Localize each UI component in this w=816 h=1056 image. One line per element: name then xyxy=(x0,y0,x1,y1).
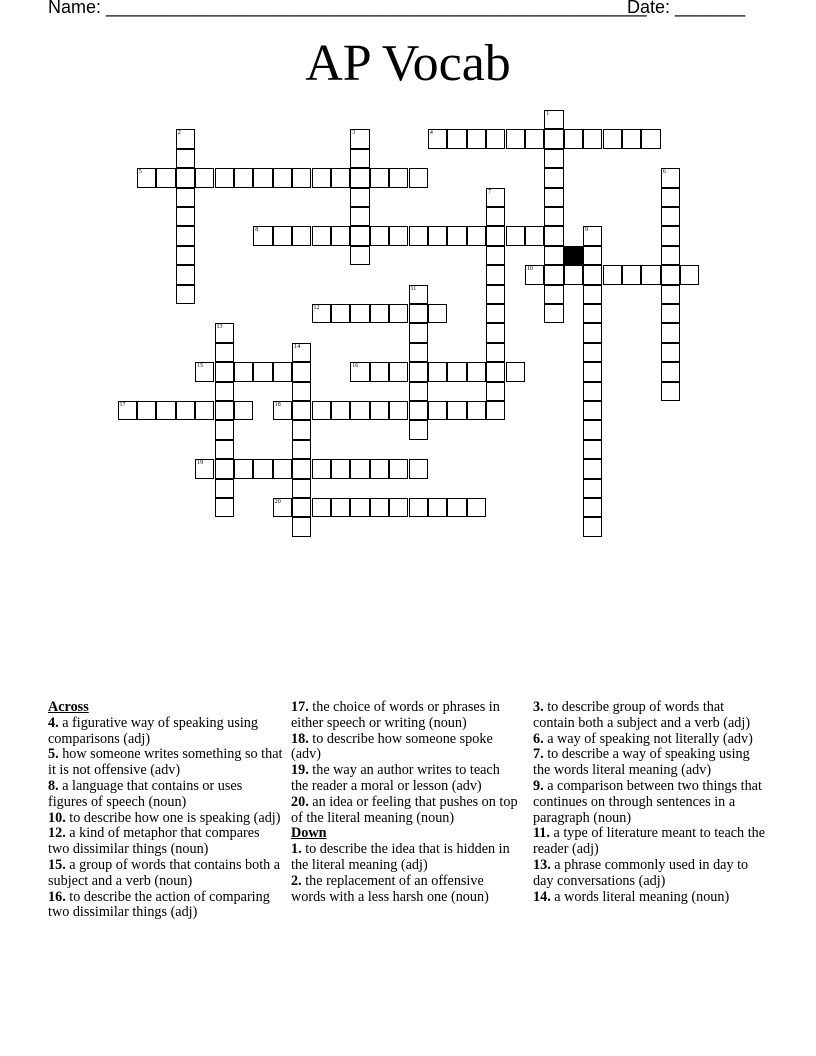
grid-cell[interactable] xyxy=(350,401,369,420)
cell-number: 12 xyxy=(313,305,320,311)
grid-cell[interactable] xyxy=(215,498,234,517)
grid-cell[interactable] xyxy=(176,285,195,304)
clue-column-3 xyxy=(533,700,769,905)
grid-cell[interactable] xyxy=(661,343,680,362)
grid-cell[interactable] xyxy=(583,362,602,381)
grid-cell[interactable] xyxy=(195,168,214,187)
across-clues-list-cont xyxy=(291,700,519,826)
cell-number: 4 xyxy=(429,130,433,137)
grid-cell[interactable] xyxy=(409,498,428,517)
grid-cell[interactable] xyxy=(389,362,408,381)
page-title: AP Vocab xyxy=(305,35,511,92)
grid-cell[interactable] xyxy=(661,168,680,187)
cell-number: 19 xyxy=(197,460,204,467)
clue-number: 10. xyxy=(48,809,66,826)
grid-cell[interactable] xyxy=(292,498,311,517)
grid-cell[interactable] xyxy=(564,265,583,284)
grid-cell[interactable] xyxy=(428,498,447,517)
grid-cell[interactable] xyxy=(273,498,292,517)
grid-cell[interactable] xyxy=(583,420,602,439)
cell-number: 2 xyxy=(177,130,181,137)
grid-cell[interactable] xyxy=(215,362,234,381)
clue-number: 2. xyxy=(291,872,302,889)
grid-cell[interactable] xyxy=(292,440,311,459)
grid-cell[interactable] xyxy=(331,304,350,323)
grid-cell[interactable] xyxy=(156,401,175,420)
grid-cell[interactable] xyxy=(331,226,350,245)
grid-cell[interactable] xyxy=(370,304,389,323)
grid-cell[interactable] xyxy=(661,265,680,284)
clue-column-1 xyxy=(48,700,284,921)
clue-number: 14. xyxy=(533,888,551,905)
grid-cell[interactable] xyxy=(544,265,563,284)
down-clues-list xyxy=(291,842,519,905)
grid-cell[interactable] xyxy=(409,362,428,381)
grid-cell[interactable] xyxy=(661,285,680,304)
clue-text: to describe how one is speaking (adj) xyxy=(65,809,281,826)
clue-item xyxy=(291,700,519,732)
grid-cell[interactable] xyxy=(661,188,680,207)
cell-number: 13 xyxy=(216,324,223,331)
grid-cell[interactable] xyxy=(428,401,447,420)
grid-cell[interactable] xyxy=(350,129,369,148)
grid-cell[interactable] xyxy=(292,479,311,498)
grid-cell[interactable] xyxy=(409,459,428,478)
grid-cell[interactable] xyxy=(389,168,408,187)
clue-number: 15. xyxy=(48,856,66,873)
grid-cell[interactable] xyxy=(215,401,234,420)
cell-number: 18 xyxy=(274,402,281,408)
clue-number: 16. xyxy=(48,888,66,905)
grid-cell[interactable] xyxy=(544,129,563,148)
grid-cell[interactable] xyxy=(583,517,602,536)
grid-cell[interactable] xyxy=(312,168,331,187)
grid-cell[interactable] xyxy=(447,226,466,245)
clue-number: 18. xyxy=(291,730,309,747)
grid-cell[interactable] xyxy=(661,382,680,401)
grid-cell[interactable] xyxy=(603,129,622,148)
grid-cell[interactable] xyxy=(292,382,311,401)
cell-number: 9 xyxy=(585,227,589,234)
clue-number: 4. xyxy=(48,714,59,731)
grid-cell[interactable] xyxy=(215,440,234,459)
grid-cell[interactable] xyxy=(312,226,331,245)
grid-cell[interactable] xyxy=(583,498,602,517)
grid-cell[interactable] xyxy=(661,362,680,381)
grid-cell[interactable] xyxy=(273,168,292,187)
grid-cell[interactable] xyxy=(234,362,253,381)
grid-cell[interactable] xyxy=(234,459,253,478)
grid-cell[interactable] xyxy=(215,420,234,439)
grid-cell[interactable] xyxy=(331,498,350,517)
grid-cell[interactable] xyxy=(486,265,505,284)
clue-text: the way an author writes to teach the reader a moral or lesson (adv) xyxy=(291,762,500,794)
grid-cell[interactable] xyxy=(331,459,350,478)
grid-cell[interactable] xyxy=(292,401,311,420)
grid-cell[interactable] xyxy=(176,207,195,226)
grid-cell[interactable] xyxy=(292,226,311,245)
grid-cell[interactable] xyxy=(389,459,408,478)
grid-cell[interactable] xyxy=(176,265,195,284)
grid-cell[interactable] xyxy=(447,362,466,381)
grid-cell[interactable] xyxy=(370,168,389,187)
grid-cell[interactable] xyxy=(661,304,680,323)
grid-cell[interactable] xyxy=(234,401,253,420)
grid-cell[interactable] xyxy=(409,168,428,187)
grid-cell[interactable] xyxy=(486,246,505,265)
grid-cell[interactable] xyxy=(544,149,563,168)
grid-cell[interactable] xyxy=(137,168,156,187)
grid-cell[interactable] xyxy=(583,479,602,498)
grid-cell[interactable] xyxy=(467,129,486,148)
clue-text: a way of speaking not literally (adv) xyxy=(543,730,753,747)
grid-cell[interactable] xyxy=(137,401,156,420)
grid-cell[interactable] xyxy=(176,226,195,245)
clue-item xyxy=(48,890,284,922)
clue-number: 12. xyxy=(48,825,66,842)
grid-cell[interactable] xyxy=(544,188,563,207)
grid-cell[interactable] xyxy=(447,129,466,148)
cell-number: 5 xyxy=(138,169,142,176)
clue-item xyxy=(48,716,284,748)
grid-cell[interactable] xyxy=(641,265,660,284)
clue-item xyxy=(48,779,284,811)
grid-cell[interactable] xyxy=(350,168,369,187)
clue-item xyxy=(48,747,284,779)
clue-text: a phrase commonly used in day to day conversations (adj) xyxy=(533,856,749,889)
grid-cell[interactable] xyxy=(428,362,447,381)
cell-number: 15 xyxy=(197,363,204,370)
clue-number: 20. xyxy=(291,793,309,810)
grid-cell[interactable] xyxy=(234,168,253,187)
grid-cell[interactable] xyxy=(292,168,311,187)
grid-cell[interactable] xyxy=(525,226,544,245)
grid-cell[interactable] xyxy=(583,246,602,265)
clue-number: 6. xyxy=(533,730,544,747)
grid-cell[interactable] xyxy=(370,498,389,517)
grid-cell[interactable] xyxy=(544,285,563,304)
clue-text: the choice of words or phrases in either speech or writing (noun) xyxy=(291,699,500,731)
grid-cell[interactable] xyxy=(583,401,602,420)
across-clues-list xyxy=(48,716,284,921)
clue-item xyxy=(533,732,769,748)
grid-cell[interactable] xyxy=(350,149,369,168)
grid-cell[interactable] xyxy=(292,517,311,536)
grid-cell[interactable] xyxy=(292,343,311,362)
grid-cell[interactable] xyxy=(195,459,214,478)
grid-cell[interactable] xyxy=(156,168,175,187)
grid-cell[interactable] xyxy=(312,401,331,420)
clue-item xyxy=(533,826,769,858)
grid-cell[interactable] xyxy=(273,226,292,245)
grid-cell[interactable] xyxy=(486,207,505,226)
grid-cell[interactable] xyxy=(583,285,602,304)
grid-cell[interactable] xyxy=(544,168,563,187)
clue-text: the replacement of an offensive words with a less harsh one (noun) xyxy=(291,872,489,905)
grid-cell[interactable] xyxy=(350,246,369,265)
grid-cell[interactable] xyxy=(661,323,680,342)
grid-cell[interactable] xyxy=(370,362,389,381)
grid-cell[interactable] xyxy=(370,459,389,478)
grid-cell[interactable] xyxy=(525,265,544,284)
grid-cell[interactable] xyxy=(544,110,563,129)
clue-item xyxy=(533,747,769,779)
clue-text: a words literal meaning (noun) xyxy=(550,888,730,905)
grid-cell[interactable] xyxy=(176,129,195,148)
grid-cell[interactable] xyxy=(350,207,369,226)
grid-cell[interactable] xyxy=(253,168,272,187)
grid-cell[interactable] xyxy=(215,168,234,187)
cell-number: 1 xyxy=(546,111,550,117)
grid-cell[interactable] xyxy=(118,401,137,420)
grid-cell[interactable] xyxy=(603,265,622,284)
grid-cell[interactable] xyxy=(409,401,428,420)
grid-cell[interactable] xyxy=(215,479,234,498)
grid-cell[interactable] xyxy=(292,420,311,439)
grid-cell[interactable] xyxy=(273,362,292,381)
grid-cell[interactable] xyxy=(486,304,505,323)
grid-cell[interactable] xyxy=(661,246,680,265)
grid-cell[interactable] xyxy=(428,129,447,148)
grid-cell[interactable] xyxy=(350,304,369,323)
cell-number: 11 xyxy=(410,285,417,292)
clue-text: how someone writes something so that it is not offensive (adv) xyxy=(48,746,283,779)
clue-text: to describe the idea that is hidden in the literal meaning (adj) xyxy=(291,841,510,873)
grid-cell[interactable] xyxy=(389,401,408,420)
grid-cell[interactable] xyxy=(467,226,486,245)
grid-cell[interactable] xyxy=(583,323,602,342)
grid-cell[interactable] xyxy=(506,129,525,148)
clue-item xyxy=(533,890,769,906)
grid-cell[interactable] xyxy=(176,401,195,420)
grid-cell[interactable] xyxy=(350,498,369,517)
grid-cell[interactable] xyxy=(544,226,563,245)
clue-number: 3. xyxy=(533,699,544,715)
grid-cell[interactable] xyxy=(428,226,447,245)
grid-cell[interactable] xyxy=(389,498,408,517)
grid-cell[interactable] xyxy=(409,226,428,245)
name-field-label: Name: ______________________________________________________ xyxy=(48,0,647,17)
grid-cell[interactable] xyxy=(486,285,505,304)
grid-cell[interactable] xyxy=(525,129,544,148)
grid-cell[interactable] xyxy=(544,207,563,226)
grid-cell[interactable] xyxy=(486,226,505,245)
grid-cell[interactable] xyxy=(195,362,214,381)
grid-cell[interactable] xyxy=(273,459,292,478)
grid-cell[interactable] xyxy=(583,129,602,148)
clue-number: 7. xyxy=(533,746,544,763)
clue-number: 9. xyxy=(533,777,544,794)
clue-item xyxy=(533,858,769,890)
grid-cell[interactable] xyxy=(215,323,234,342)
clue-item xyxy=(291,732,519,764)
grid-cell[interactable] xyxy=(292,362,311,381)
grid-cell[interactable] xyxy=(350,226,369,245)
clue-text: to describe group of words that contain both a subject and a verb (adj) xyxy=(533,699,751,731)
grid-cell[interactable] xyxy=(370,226,389,245)
grid-cell[interactable] xyxy=(583,382,602,401)
clue-text: an idea or feeling that pushes on top of the literal meaning (noun) xyxy=(291,793,518,826)
clue-item xyxy=(48,858,284,890)
grid-cell[interactable] xyxy=(506,226,525,245)
grid-cell[interactable] xyxy=(409,382,428,401)
down-clues-list-cont xyxy=(533,700,769,905)
down-heading: Down xyxy=(291,825,327,842)
cell-number: 10 xyxy=(526,266,533,273)
clue-number: 13. xyxy=(533,856,551,873)
clue-number: 5. xyxy=(48,746,59,763)
clue-text: to describe how someone spoke (adv) xyxy=(291,730,493,763)
grid-cell[interactable] xyxy=(215,382,234,401)
grid-cell[interactable] xyxy=(467,362,486,381)
grid-cell[interactable] xyxy=(583,440,602,459)
grid-cell[interactable] xyxy=(486,382,505,401)
grid-cell[interactable] xyxy=(176,149,195,168)
clue-text: to describe a way of speaking using the words literal meaning (adv) xyxy=(533,746,750,779)
grid-cell[interactable] xyxy=(350,459,369,478)
grid-cell[interactable] xyxy=(661,226,680,245)
grid-cell[interactable] xyxy=(389,226,408,245)
grid-cell[interactable] xyxy=(176,246,195,265)
grid-cell[interactable] xyxy=(583,265,602,284)
grid-cell[interactable] xyxy=(253,362,272,381)
clue-number: 1. xyxy=(291,841,302,858)
grid-cell[interactable] xyxy=(583,304,602,323)
clue-number: 11. xyxy=(533,825,550,842)
grid-cell[interactable] xyxy=(486,362,505,381)
grid-cell[interactable] xyxy=(370,401,389,420)
grid-cell[interactable] xyxy=(486,343,505,362)
cell-number: 6 xyxy=(662,169,666,176)
grid-cell[interactable] xyxy=(486,129,505,148)
grid-cell[interactable] xyxy=(622,265,641,284)
grid-cell[interactable] xyxy=(680,265,699,284)
clue-item xyxy=(291,874,519,906)
grid-cell[interactable] xyxy=(176,188,195,207)
clue-number: 19. xyxy=(291,762,309,779)
grid-cell[interactable] xyxy=(583,459,602,478)
grid-cell[interactable] xyxy=(389,304,408,323)
grid-cell[interactable] xyxy=(428,304,447,323)
clue-item xyxy=(48,811,284,827)
clue-text: a language that contains or uses figures of speech (noun) xyxy=(48,777,243,810)
grid-cell[interactable] xyxy=(176,168,195,187)
grid-cell[interactable] xyxy=(641,129,660,148)
grid-cell[interactable] xyxy=(447,498,466,517)
clue-text: a comparison between two things that continues on through sentences in a paragraph (noun) xyxy=(533,777,762,826)
grid-cell[interactable] xyxy=(583,343,602,362)
grid-cell[interactable] xyxy=(622,129,641,148)
grid-cell[interactable] xyxy=(350,362,369,381)
black-cell xyxy=(564,246,583,265)
clue-text: a figurative way of speaking using comparisons (adj) xyxy=(48,714,258,747)
grid-cell[interactable] xyxy=(253,226,272,245)
clue-item xyxy=(291,763,519,795)
clue-text: a type of literature meant to teach the reader (adj) xyxy=(533,825,766,858)
grid-cell[interactable] xyxy=(583,226,602,245)
grid-cell[interactable] xyxy=(564,129,583,148)
grid-cell[interactable] xyxy=(409,420,428,439)
cell-number: 3 xyxy=(352,130,356,137)
clue-text: a group of words that contains both a subject and a verb (noun) xyxy=(48,856,281,889)
grid-cell[interactable] xyxy=(312,498,331,517)
clue-text: a kind of metaphor that compares two dissimilar things (noun) xyxy=(48,825,260,858)
grid-cell[interactable] xyxy=(486,401,505,420)
grid-cell[interactable] xyxy=(215,459,234,478)
grid-cell[interactable] xyxy=(447,401,466,420)
grid-cell[interactable] xyxy=(467,498,486,517)
cell-number: 17 xyxy=(119,402,126,408)
grid-cell[interactable] xyxy=(409,285,428,304)
grid-cell[interactable] xyxy=(486,188,505,207)
clue-item xyxy=(291,842,519,874)
grid-cell[interactable] xyxy=(312,304,331,323)
clue-column-2 xyxy=(291,700,519,905)
cell-number: 8 xyxy=(255,227,259,234)
date-field-label: Date: _______ xyxy=(627,0,746,17)
cell-number: 20 xyxy=(274,499,281,505)
clue-item xyxy=(533,700,769,732)
across-heading: Across xyxy=(48,699,89,715)
grid-cell[interactable] xyxy=(661,207,680,226)
cell-number: 14 xyxy=(294,343,301,350)
clue-number: 8. xyxy=(48,777,59,794)
clue-number: 17. xyxy=(291,699,309,715)
grid-cell[interactable] xyxy=(409,343,428,362)
grid-cell[interactable] xyxy=(273,401,292,420)
grid-cell[interactable] xyxy=(331,401,350,420)
clue-item xyxy=(533,779,769,826)
grid-cell[interactable] xyxy=(544,246,563,265)
clue-item xyxy=(48,826,284,858)
grid-cell[interactable] xyxy=(215,343,234,362)
grid-cell[interactable] xyxy=(253,459,272,478)
clue-item xyxy=(291,795,519,827)
grid-cell[interactable] xyxy=(312,459,331,478)
grid-cell[interactable] xyxy=(331,168,350,187)
grid-cell[interactable] xyxy=(506,362,525,381)
grid-cell[interactable] xyxy=(467,401,486,420)
grid-cell[interactable] xyxy=(195,401,214,420)
grid-cell[interactable] xyxy=(409,304,428,323)
grid-cell[interactable] xyxy=(544,304,563,323)
grid-cell[interactable] xyxy=(486,323,505,342)
grid-cell[interactable] xyxy=(292,459,311,478)
grid-cell[interactable] xyxy=(350,188,369,207)
grid-cell[interactable] xyxy=(409,323,428,342)
clue-text: to describe the action of comparing two dissimilar things (adj) xyxy=(48,888,270,921)
cell-number: 16 xyxy=(352,363,359,370)
cell-number: 7 xyxy=(488,188,492,195)
